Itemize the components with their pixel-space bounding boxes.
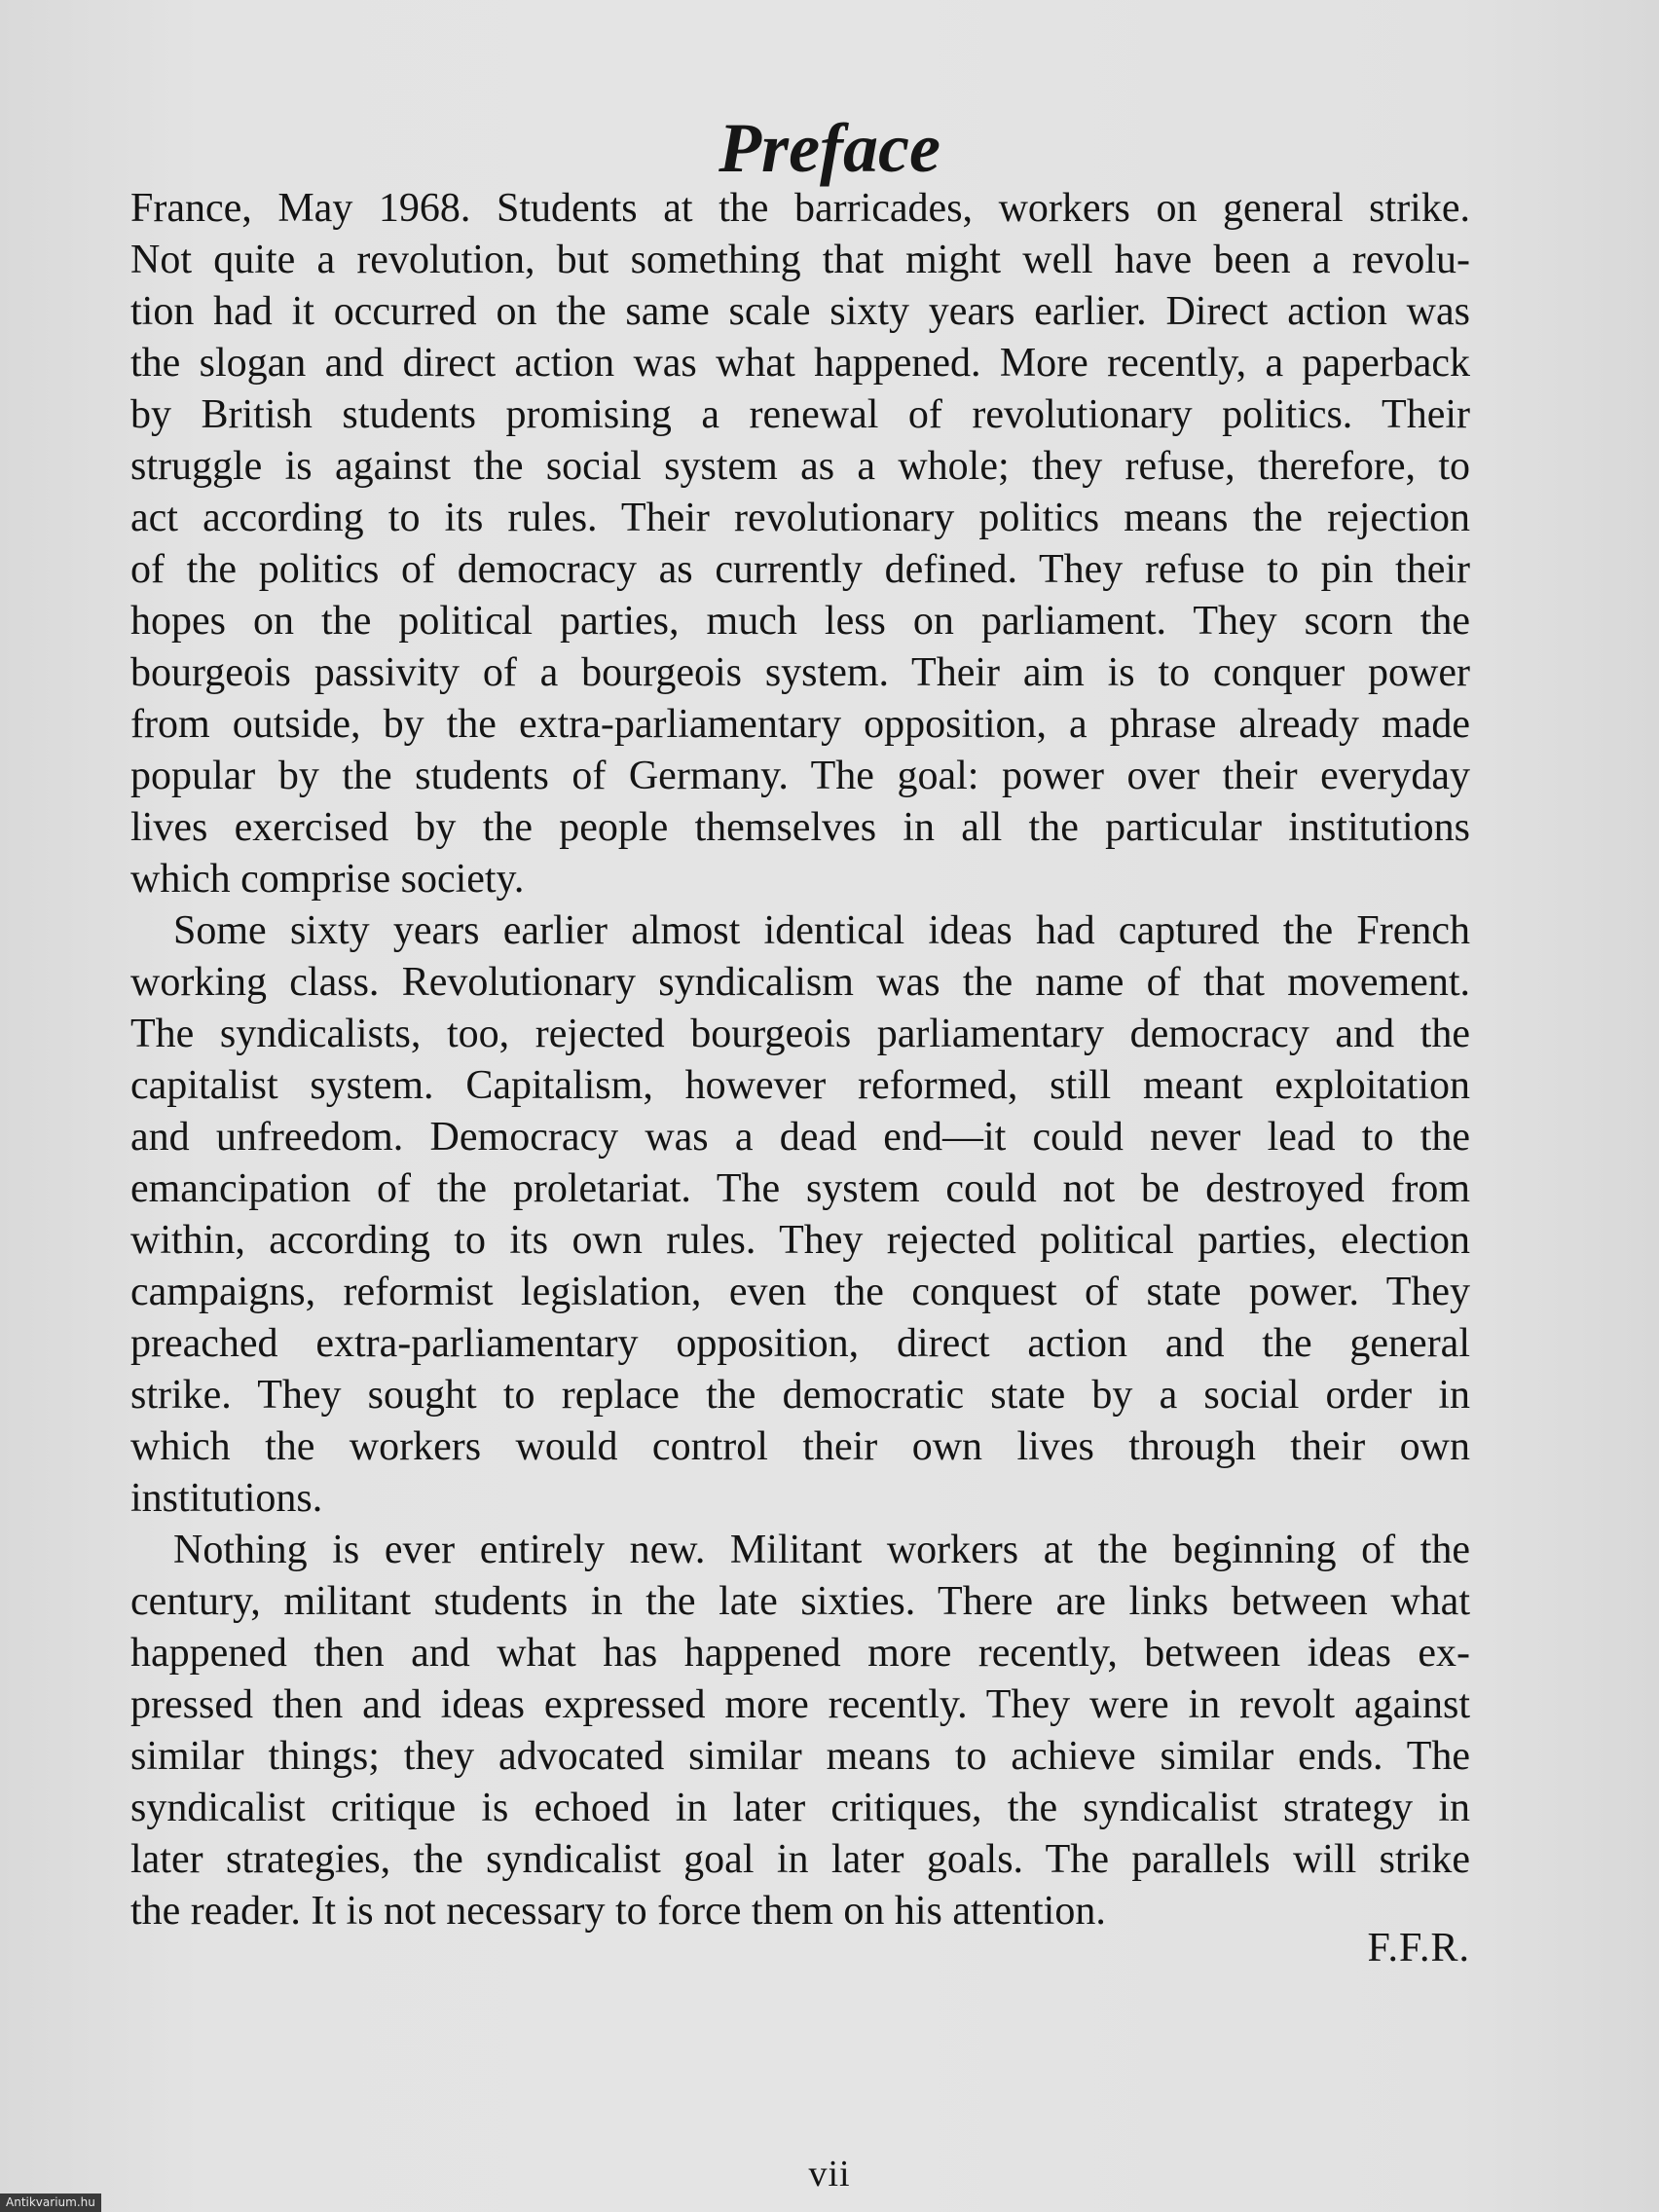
text-line: which the workers would control their own lives through their own	[130, 1424, 1470, 1469]
text-line: from outside, by the extra-parliamentary opposition, a phrase already made	[130, 702, 1470, 747]
text-line: lives exercised by the people themselves in all the particular institutions	[130, 805, 1470, 850]
paragraph	[130, 183, 1470, 905]
text-line: hopes on the political parties, much less on parliament. They scorn the	[130, 599, 1470, 644]
author-initials: F.F.R.	[1367, 1926, 1470, 1971]
text-line: syndicalist critique is echoed in later critiques, the syndicalist strategy in	[130, 1786, 1470, 1830]
text-line: strike. They sought to replace the democratic state by a social order in	[130, 1373, 1470, 1418]
text-line: and unfreedom. Democracy was a dead end—it could never lead to the	[130, 1115, 1470, 1160]
paragraph	[130, 1525, 1470, 1937]
text-line: act according to its rules. Their revolutionary politics means the rejection	[130, 496, 1470, 540]
preface-body	[130, 183, 1470, 1937]
text-line: bourgeois passivity of a bourgeois system. Their aim is to conquer power	[130, 650, 1470, 695]
text-line: century, militant students in the late sixties. There are links between what	[130, 1579, 1470, 1624]
text-line: struggle is against the social system as a whole; they refuse, therefore, to	[130, 444, 1470, 489]
paragraph	[130, 905, 1470, 1525]
text-line: the reader. It is not necessary to force them on his attention.	[130, 1889, 1106, 1934]
text-line: emancipation of the proletariat. The system could not be destroyed from	[130, 1166, 1470, 1211]
text-line: campaigns, reformist legislation, even the conquest of state power. They	[130, 1270, 1470, 1314]
page-number: vii	[808, 2154, 851, 2194]
text-line: popular by the students of Germany. The goal: power over their everyday	[130, 754, 1470, 798]
text-line: capitalist system. Capitalism, however reformed, still meant exploitation	[130, 1063, 1470, 1108]
text-line: which comprise society.	[130, 857, 525, 902]
text-line: France, May 1968. Students at the barricades, workers on general strike.	[130, 186, 1470, 231]
text-line: within, according to its own rules. They rejected political parties, election	[130, 1218, 1470, 1263]
text-line: by British students promising a renewal of revolutionary politics. Their	[130, 392, 1470, 437]
text-line: similar things; they advocated similar means to achieve similar ends. The	[130, 1734, 1470, 1779]
watermark: Antikvarium.hu	[0, 2194, 101, 2212]
text-line: pressed then and ideas expressed more recently. They were in revolt against	[130, 1682, 1470, 1727]
text-line: working class. Revolutionary syndicalism was the name of that movement.	[130, 960, 1470, 1005]
text-line: the slogan and direct action was what happened. More recently, a paperback	[130, 341, 1470, 386]
text-line: Some sixty years earlier almost identical ideas had captured the French	[173, 908, 1470, 953]
page-title: Preface	[719, 109, 940, 188]
text-line: preached extra-parliamentary opposition, direct action and the general	[130, 1321, 1470, 1366]
text-line: happened then and what has happened more recently, between ideas ex-	[130, 1631, 1470, 1676]
text-line: The syndicalists, too, rejected bourgeois parliamentary democracy and the	[130, 1012, 1470, 1056]
text-line: Not quite a revolution, but something that might well have been a revolu-	[130, 238, 1470, 282]
text-line: tion had it occurred on the same scale sixty years earlier. Direct action was	[130, 289, 1470, 334]
text-line: Nothing is ever entirely new. Militant workers at the beginning of the	[173, 1528, 1470, 1572]
text-line: later strategies, the syndicalist goal in later goals. The parallels will strike	[130, 1837, 1470, 1882]
text-line: of the politics of democracy as currently defined. They refuse to pin their	[130, 547, 1470, 592]
text-line: institutions.	[130, 1476, 323, 1521]
